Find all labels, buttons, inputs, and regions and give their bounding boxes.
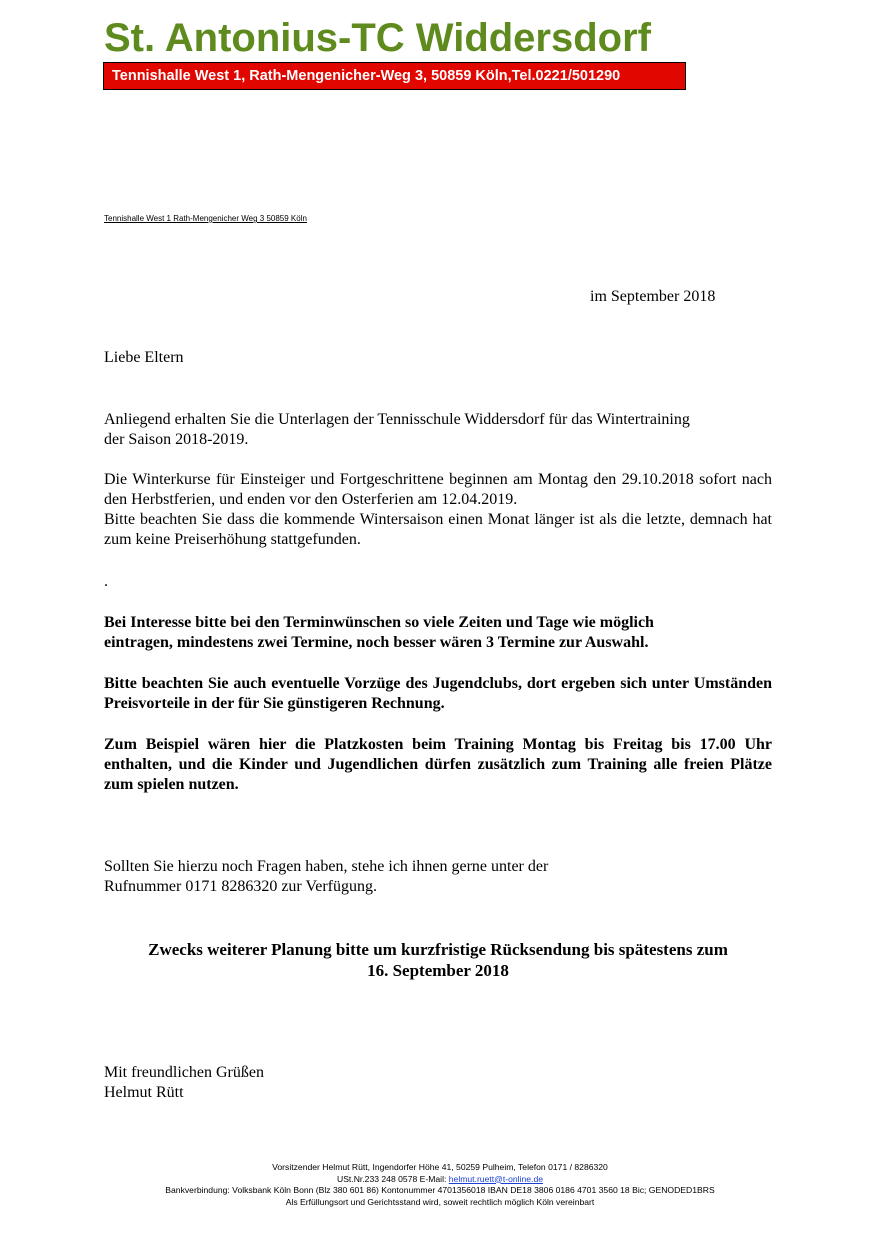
deadline-notice [104,939,772,981]
deadline-date: 16. September 2018 [367,961,509,980]
interest-line: eintragen, mindestens zwei Termine, noch besser wären 3 Termine zur Auswahl. [104,634,649,651]
season-length-text: Bitte beachten Sie dass die kommende Wintersaison einen Monat länger ist als die letzte, demnach hat zum keine Preiserhöhung stattgefunden. [104,511,772,548]
club-name-title: St. Antonius-TC Widdersdorf [104,16,651,60]
interest-paragraph [104,613,772,653]
closing-greeting: Mit freundlichen Grüßen [104,1064,264,1081]
course-dates-paragraph [104,470,772,550]
salutation: Liebe Eltern [104,349,184,366]
footer-chairman: Vorsitzender Helmut Rütt, Ingendorfer Höhe 41, 50259 Pulheim, Telefon 0171 / 8286320 [272,1162,608,1172]
footer-tax-label: USt.Nr.233 248 0578 E-Mail: [336,1173,449,1184]
footer-tax-email [90,1174,790,1186]
return-address-line: Tennishalle West 1 Rath-Mengenicher Weg 3 50859 Köln [104,214,307,223]
footer-jurisdiction: Als Erfüllungsort und Gerichtsstand wird, soweit rechtlich möglich Köln vereinbart [285,1196,595,1207]
questions-line: Rufnummer 0171 8286320 zur Verfügung. [104,878,377,895]
footer-bank: Bankverbindung: Volksbank Köln Bonn (Blz 380 601 86) Kontonummer 4701356018 IBAN DE18 3806 0186 4701 3560 18 Bic; GENODED1BRS [165,1185,715,1195]
questions-paragraph [104,857,772,897]
questions-line: Sollten Sie hierzu noch Fragen haben, stehe ich ihnen gerne unter der [104,858,549,875]
intro-paragraph [104,410,772,450]
letter-date: im September 2018 [590,288,716,305]
signature-name: Helmut Rütt [104,1084,184,1101]
course-dates-text: Die Winterkurse für Einsteiger und Fortgeschrittene beginnen am Montag den 29.10.2018 sofort nach den Herbstferien, und enden vor den Osterferien am 12.04.2019. [104,471,772,508]
closing-block [104,1063,264,1103]
letter-footer [90,1162,790,1208]
youth-club-paragraph: Bitte beachten Sie auch eventuelle Vorzüge des Jugendclubs, dort ergeben sich unter Umständen Preisvorteile in der für Sie günstigeren Rechnung. [104,675,772,712]
separator-dot: . [104,573,108,590]
intro-line: Anliegend erhalten Sie die Unterlagen der Tennisschule Widdersdorf für das Wintertraining [104,411,690,428]
example-paragraph: Zum Beispiel wären hier die Platzkosten beim Training Montag bis Freitag bis 17.00 Uhr enthalten, und die Kinder und Jugendlichen dürfen zusätzlich zum Training alle freien Plätze zum spielen nutzen. [104,736,772,793]
club-address-banner: Tennishalle West 1, Rath-Mengenicher-Weg 3, 50859 Köln,Tel.0221/501290 [103,62,686,90]
email-link[interactable]: helmut.ruett@t-online.de [448,1173,543,1184]
deadline-line: Zwecks weiterer Planung bitte um kurzfristige Rücksendung bis spätestens zum [148,940,728,959]
intro-line: der Saison 2018-2019. [104,431,249,448]
interest-line: Bei Interesse bitte bei den Terminwünschen so viele Zeiten und Tage wie möglich [104,614,654,631]
